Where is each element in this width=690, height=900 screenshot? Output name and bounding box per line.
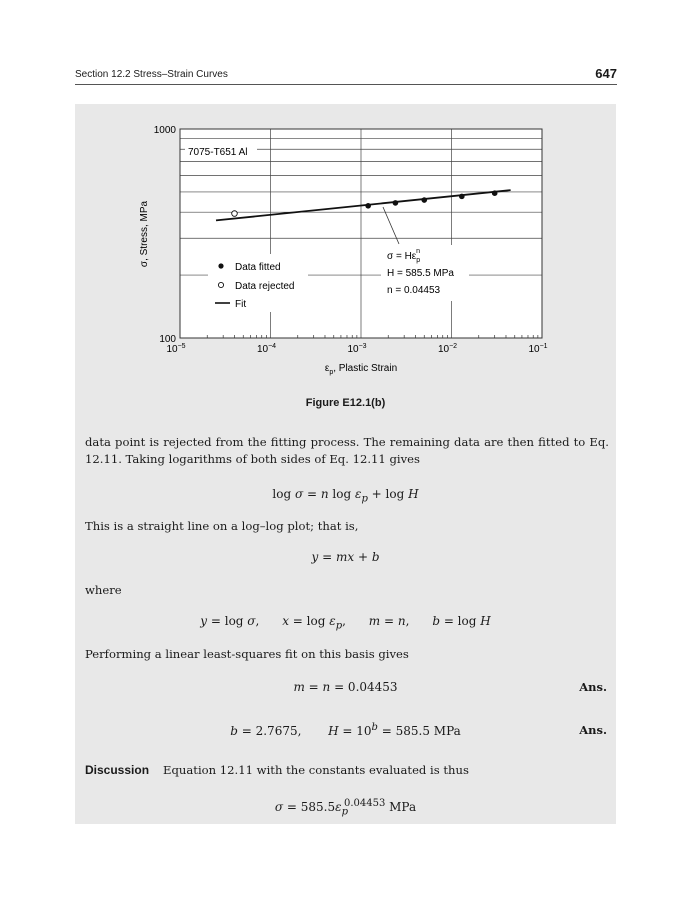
data-point-fitted [393, 200, 399, 206]
body-paragraph-4: Performing a linear least-squares fit on this basis gives [85, 647, 409, 661]
data-point-fitted [459, 194, 465, 200]
answer-marker-2: Ans. [579, 723, 607, 737]
x-tick-label: $10^{-1}$ [528, 343, 548, 355]
body-paragraph-1: data point is rejected from the fitting process. The remaining data are then fitted to Eq. 12.11. Taking logarithms of both sides of Eq. 12.11 gives [85, 435, 609, 466]
body-paragraph-2: This is a straight line on a log–log plot; that is, [85, 519, 359, 533]
running-header [75, 66, 617, 85]
x-tick-label: $10^{-4}$ [256, 343, 277, 355]
equation-final: $\sigma = 585.5\varepsilon_p^{0.04453}$ MPa [274, 798, 417, 818]
data-point-fitted [365, 203, 371, 209]
legend-fitted-label: Data fitted [235, 262, 281, 273]
stress-strain-chart [75, 104, 616, 394]
y-tick-label-100: 100 [159, 334, 176, 345]
example-panel [75, 104, 616, 824]
equation-log-form: log σ = n $\log \varepsilon_p + \log H$ [272, 487, 419, 505]
y-tick-label-1000: 1000 [153, 125, 176, 136]
data-point-fitted [492, 190, 498, 196]
equation-line-2: H = 585.5 MPa [387, 268, 454, 279]
x-axis-label: $\varepsilon_p$, Plastic Strain [324, 363, 398, 376]
legend-fitted-marker [218, 263, 223, 268]
legend-rejected-label: Data rejected [235, 281, 295, 292]
data-point-fitted [421, 197, 427, 203]
y-axis-label: σ, Stress, MPa [139, 200, 150, 268]
figure-caption: Figure E12.1(b) [305, 397, 386, 409]
equation-linear: y = mx + b [311, 550, 380, 564]
equation-line-3: n = 0.04453 [387, 285, 441, 296]
x-tick-label: $10^{-3}$ [347, 343, 367, 355]
page-number: 647 [595, 66, 617, 81]
section-title: Section 12.2 Stress–Strain Curves [75, 69, 228, 80]
x-tick-label: $10^{-5}$ [166, 343, 186, 355]
legend-rejected-marker [218, 282, 223, 287]
equation-definitions: y = log σ, $x = \log \varepsilon_p$, m = n, b = log H [200, 614, 491, 632]
discussion-label: Discussion [85, 763, 150, 777]
equation-m-value: m = n = 0.04453 [293, 680, 398, 694]
answer-marker-1: Ans. [579, 680, 607, 694]
equation-b-H-values: b = 2.7675, $H = 10^b = 585.5$ MPa [230, 722, 461, 738]
discussion-paragraph [85, 762, 609, 779]
body-paragraph-3: where [85, 583, 122, 597]
data-point-rejected [232, 211, 238, 217]
material-label: 7075-T651 Al [188, 147, 248, 158]
discussion-text: Equation 12.11 with the constants evaluated is thus [163, 763, 469, 777]
legend-fit-label: Fit [235, 299, 247, 310]
equation-line-1: $\sigma = H\varepsilon_pn$ [387, 248, 421, 264]
x-tick-label: $10^{-2}$ [437, 343, 458, 355]
